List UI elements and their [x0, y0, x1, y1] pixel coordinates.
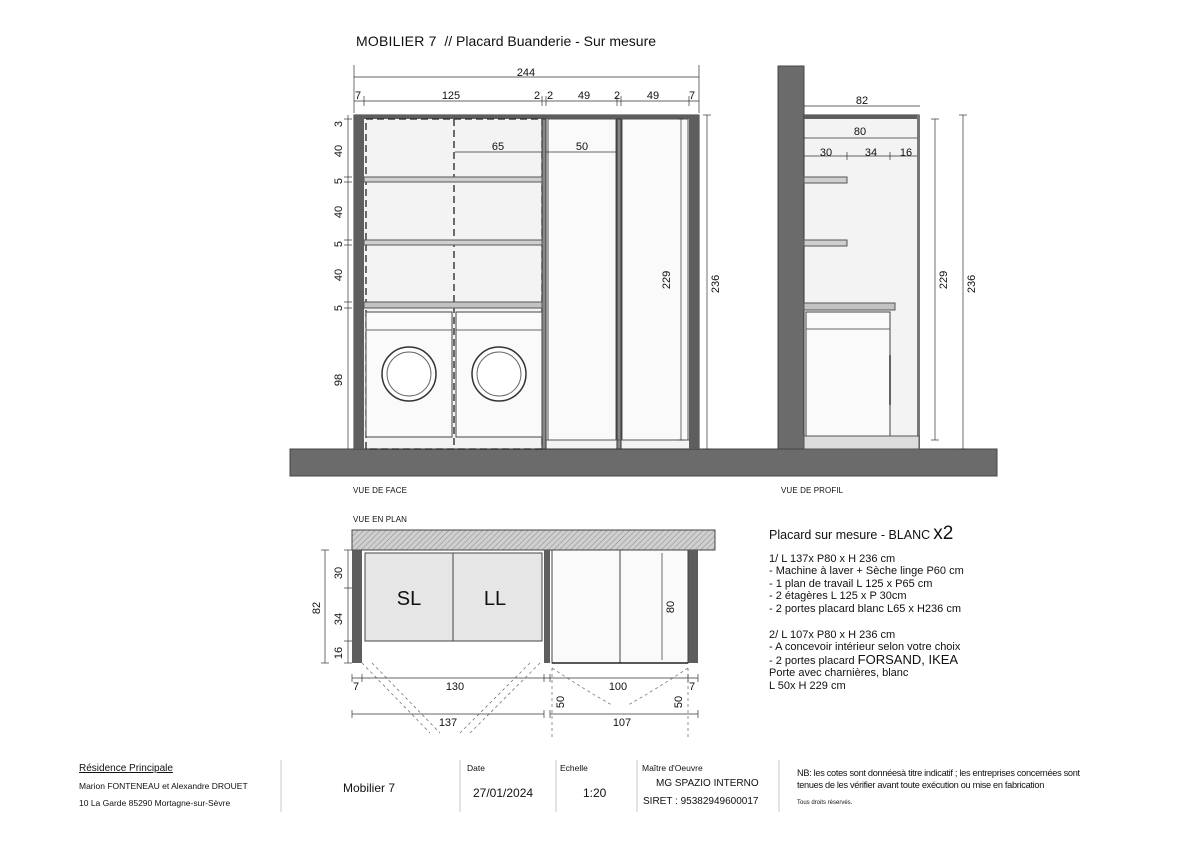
tb-moe-name: MG SPAZIO INTERNO — [656, 778, 759, 789]
washer-drum — [382, 347, 436, 401]
dim-front-left-2: 5 — [333, 177, 345, 185]
dim-front-left-0: 3 — [333, 120, 345, 128]
drawing-title — [356, 33, 656, 49]
plan-wall-hatched — [352, 530, 715, 550]
door-panel-b — [622, 119, 688, 440]
dim-profile-236: 236 — [966, 274, 978, 294]
dim-front-left-5: 40 — [333, 268, 345, 282]
worktop — [364, 302, 542, 308]
dim-front-236: 236 — [710, 274, 722, 294]
dim-front-left-3: 40 — [333, 205, 345, 219]
dim-plan-left-0: 30 — [333, 566, 345, 580]
dim-plan-137: 137 — [438, 717, 458, 729]
tb-rights: Tous droits réservés. — [797, 800, 853, 806]
dim-plan-bottom-3: 7 — [688, 681, 696, 693]
tb-scale: 1:20 — [583, 786, 607, 800]
dim-front-50: 50 — [575, 141, 589, 153]
profile-machine — [806, 312, 890, 436]
notes-block2-line4: Porte avec charnières, blanc — [769, 667, 909, 680]
profile-front-edge — [917, 115, 920, 449]
notes-block2-line2: - A concevoir intérieur selon votre choix — [769, 641, 961, 654]
label-front-view: VUE DE FACE — [353, 486, 408, 495]
tb-client: Marion FONTENEAU et Alexandre DROUET — [79, 781, 248, 791]
tb-moe-label: Maître d'Oeuvre — [642, 763, 703, 773]
shelf-1 — [364, 177, 542, 182]
label-plan-view: VUE EN PLAN — [353, 515, 408, 524]
title-bold: MOBILIER 7 — [356, 33, 437, 49]
profile-shelf-1 — [804, 177, 847, 183]
notes-block2-line3-pre: - 2 portes placard — [769, 654, 855, 667]
dim-plan-50b: 50 — [673, 695, 685, 709]
dim-profile-229: 229 — [938, 270, 950, 290]
profile-top — [804, 115, 919, 119]
dim-plan-bottom-2: 100 — [608, 681, 628, 693]
dim-plan-107: 107 — [612, 717, 632, 729]
dim-front-seg-0: 7 — [354, 90, 362, 102]
dim-plan-bottom-1: 130 — [445, 681, 465, 693]
dim-plan-50a: 50 — [555, 695, 567, 709]
dim-front-total: 244 — [516, 67, 536, 79]
specification-notes — [769, 523, 964, 693]
wall-section — [778, 66, 804, 449]
profile-shelf-2 — [804, 240, 847, 246]
dim-front-65: 65 — [491, 141, 505, 153]
dim-plan-80: 80 — [665, 600, 677, 614]
profile-worktop — [804, 303, 895, 310]
dim-front-seg-7: 7 — [688, 90, 696, 102]
front-divider-1 — [542, 119, 546, 449]
plan-view — [321, 530, 715, 738]
dim-front-left-1: 40 — [333, 144, 345, 158]
notes-block1-line4: - 2 portes placard blanc L65 x H236 cm — [769, 602, 961, 615]
dim-front-seg-3: 2 — [546, 90, 554, 102]
notes-block2-line3-big: FORSAND, IKEA — [857, 651, 959, 667]
front-side-panel-left — [354, 115, 364, 449]
tb-address: 10 La Garde 85290 Mortagne-sur-Sèvre — [79, 798, 231, 808]
tb-nb-line1: NB: les cotes sont donnéesà titre indicatif ; les entreprises concernées sont — [797, 768, 1080, 778]
door-panel-a — [548, 119, 616, 440]
plan-label-ll: LL — [483, 588, 507, 610]
plan-side-left — [352, 550, 362, 663]
tb-scale-label: Echelle — [560, 763, 588, 773]
dim-front-left-6: 5 — [333, 304, 345, 312]
dim-profile-80: 80 — [853, 126, 867, 138]
tb-date-label: Date — [467, 763, 485, 773]
tb-item: Mobilier 7 — [343, 781, 396, 795]
dim-plan-left-2: 16 — [333, 646, 345, 660]
plan-divider — [544, 550, 550, 663]
notes-block2-line5: L 50x H 229 cm — [769, 679, 846, 692]
dim-front-seg-6: 49 — [646, 90, 660, 102]
dryer-drum — [472, 347, 526, 401]
label-profile-view: VUE DE PROFIL — [781, 486, 844, 495]
dim-plan-bottom-0: 7 — [352, 681, 360, 693]
notes-block2-line1: 2/ L 107x P80 x H 236 cm — [769, 628, 896, 641]
dim-profile-16: 16 — [899, 147, 913, 159]
dim-plan-left-1: 34 — [333, 612, 345, 626]
dim-front-seg-5: 2 — [613, 90, 621, 102]
notes-heading-x2: x2 — [933, 523, 954, 544]
dim-profile-34: 34 — [864, 147, 878, 159]
dim-front-left-4: 5 — [333, 240, 345, 248]
notes-block1-line1: - Machine à laver + Sèche linge P60 cm — [769, 565, 964, 578]
dim-front-left-7: 98 — [333, 373, 345, 387]
title-rest: // Placard Buanderie - Sur mesure — [444, 33, 657, 49]
plan-side-right — [688, 550, 698, 663]
shelf-2 — [364, 240, 542, 245]
dim-profile-82: 82 — [855, 95, 869, 107]
dim-front-seg-2: 2 — [533, 90, 541, 102]
notes-heading: Placard sur mesure - BLANC — [769, 528, 931, 542]
tb-project: Résidence Principale — [79, 763, 173, 774]
notes-block1-line3: - 2 étagères L 125 x P 30cm — [769, 590, 907, 603]
floor-slab — [290, 449, 997, 476]
dim-plan-total-82: 82 — [311, 601, 323, 615]
profile-view — [778, 66, 967, 449]
dim-front-229: 229 — [661, 270, 673, 290]
dim-front-seg-4: 49 — [577, 90, 591, 102]
plan-label-sl: SL — [396, 588, 422, 610]
dim-front-seg-1: 125 — [441, 90, 461, 102]
front-divider-2 — [617, 119, 621, 449]
notes-block1-line0: 1/ L 137x P80 x H 236 cm — [769, 552, 896, 565]
notes-block1-line2: - 1 plan de travail L 125 x P65 cm — [769, 577, 933, 590]
tb-nb-line2: tenues de les vérifier avant toute exécution ou mise en fabrication — [797, 780, 1045, 790]
tb-siret: SIRET : 95382949600017 — [643, 796, 759, 807]
front-side-panel-right — [689, 115, 699, 449]
tb-date: 27/01/2024 — [473, 786, 534, 800]
dim-profile-30: 30 — [819, 147, 833, 159]
